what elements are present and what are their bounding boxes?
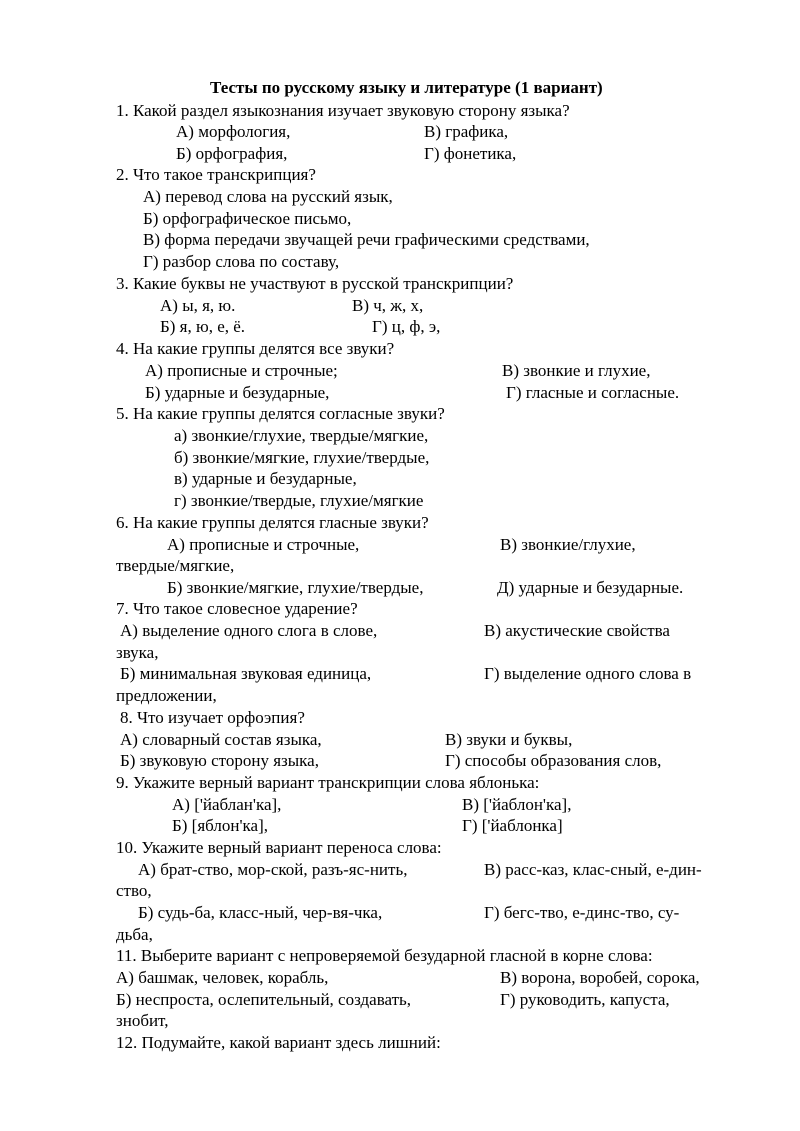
answer-option: В) форма передачи звучащей речи графическими средствами,: [143, 230, 590, 249]
answer-option: А) брат-ство, мор-ской, разъ-яс-нить,: [138, 860, 408, 879]
answer-option: в) ударные и безударные,: [174, 469, 357, 488]
answer-option: Г) руководить, капуста,: [500, 990, 670, 1009]
answer-option: Б) я, ю, е, ё.: [160, 317, 246, 336]
question-12: 12. Подумайте, какой вариант здесь лишний:: [116, 1033, 441, 1052]
answer-option: Б) орфографическое письмо,: [143, 209, 352, 228]
answer-option: Г) гласные и согласные.: [506, 383, 680, 402]
answer-option: Г) способы образования слов,: [445, 751, 662, 770]
answer-option: В) звуки и буквы,: [445, 730, 573, 749]
question-7: 7. Что такое словесное ударение?: [116, 599, 358, 618]
answer-option: а) звонкие/глухие, твердые/мягкие,: [174, 426, 429, 445]
answer-option: Б) ударные и безударные,: [145, 383, 330, 402]
question-1: 1. Какой раздел языкознания изучает звуковую сторону языка?: [116, 101, 570, 120]
answer-option: дьба,: [116, 925, 153, 944]
answer-option: Б) звонкие/мягкие, глухие/твердые,: [167, 578, 424, 597]
answer-option: Б) орфография,: [176, 144, 288, 163]
question-10: 10. Укажите верный вариант переноса слова:: [116, 838, 442, 857]
answer-option: Б) звуковую сторону языка,: [120, 751, 319, 770]
answer-option: ство,: [116, 881, 152, 900]
answer-option: Б) [яблон'ка],: [172, 816, 268, 835]
answer-option: знобит,: [116, 1011, 169, 1030]
answer-option: звука,: [116, 643, 159, 662]
answer-option: А) ы, я, ю.: [160, 296, 236, 315]
answer-option: А) перевод слова на русский язык,: [143, 187, 393, 206]
answer-option: Г) фонетика,: [424, 144, 517, 163]
question-2: 2. Что такое транскрипция?: [116, 165, 316, 184]
answer-option: В) графика,: [424, 122, 509, 141]
answer-option: А) морфология,: [176, 122, 291, 141]
answer-option: Г) бегс-тво, е-динс-тво, су-: [484, 903, 680, 922]
answer-option: В) звонкие/глухие,: [500, 535, 636, 554]
answer-option: Г) выделение одного слова в: [484, 664, 692, 683]
answer-option: А) прописные и строчные;: [145, 361, 338, 380]
answer-option: А) словарный состав языка,: [120, 730, 322, 749]
question-3: 3. Какие буквы не участвуют в русской транскрипции?: [116, 274, 514, 293]
answer-option: А) выделение одного слога в слове,: [120, 621, 378, 640]
answer-option: твердые/мягкие,: [116, 556, 235, 575]
answer-option: В) ворона, воробей, сорока,: [500, 968, 700, 987]
answer-option: Б) судь-ба, класс-ный, чер-вя-чка,: [138, 903, 383, 922]
answer-option: Г) ['йаблонка]: [462, 816, 563, 835]
answer-option: предложении,: [116, 686, 217, 705]
question-5: 5. На какие группы делятся согласные звуки?: [116, 404, 445, 423]
question-4: 4. На какие группы делятся все звуки?: [116, 339, 395, 358]
answer-option: В) звонкие и глухие,: [502, 361, 651, 380]
answer-option: г) звонкие/твердые, глухие/мягкие: [174, 491, 424, 510]
question-6: 6. На какие группы делятся гласные звуки?: [116, 513, 429, 532]
question-9: 9. Укажите верный вариант транскрипции слова яблонька:: [116, 773, 540, 792]
answer-option: А) башмак, человек, корабль,: [116, 968, 329, 987]
answer-option: Д) ударные и безударные.: [497, 578, 684, 597]
answer-option: В) ч, ж, х,: [352, 296, 424, 315]
answer-option: В) расс-каз, клас-сный, е-дин-: [484, 860, 702, 879]
answer-option: В) ['йаблон'ка],: [462, 795, 572, 814]
answer-option: Г) разбор слова по составу,: [143, 252, 340, 271]
question-8: 8. Что изучает орфоэпия?: [120, 708, 305, 727]
answer-option: Б) минимальная звуковая единица,: [120, 664, 372, 683]
answer-option: А) прописные и строчные,: [167, 535, 360, 554]
answer-option: Г) ц, ф, э,: [372, 317, 441, 336]
answer-option: б) звонкие/мягкие, глухие/твердые,: [174, 448, 430, 467]
question-11: 11. Выберите вариант с непроверяемой безударной гласной в корне слова:: [116, 946, 653, 965]
answer-option: В) акустические свойства: [484, 621, 670, 640]
answer-option: Б) неспроста, ослепительный, создавать,: [116, 990, 412, 1009]
answer-option: А) ['йаблан'ка],: [172, 795, 282, 814]
page-title: Тесты по русскому языку и литературе (1 вариант): [210, 78, 603, 97]
